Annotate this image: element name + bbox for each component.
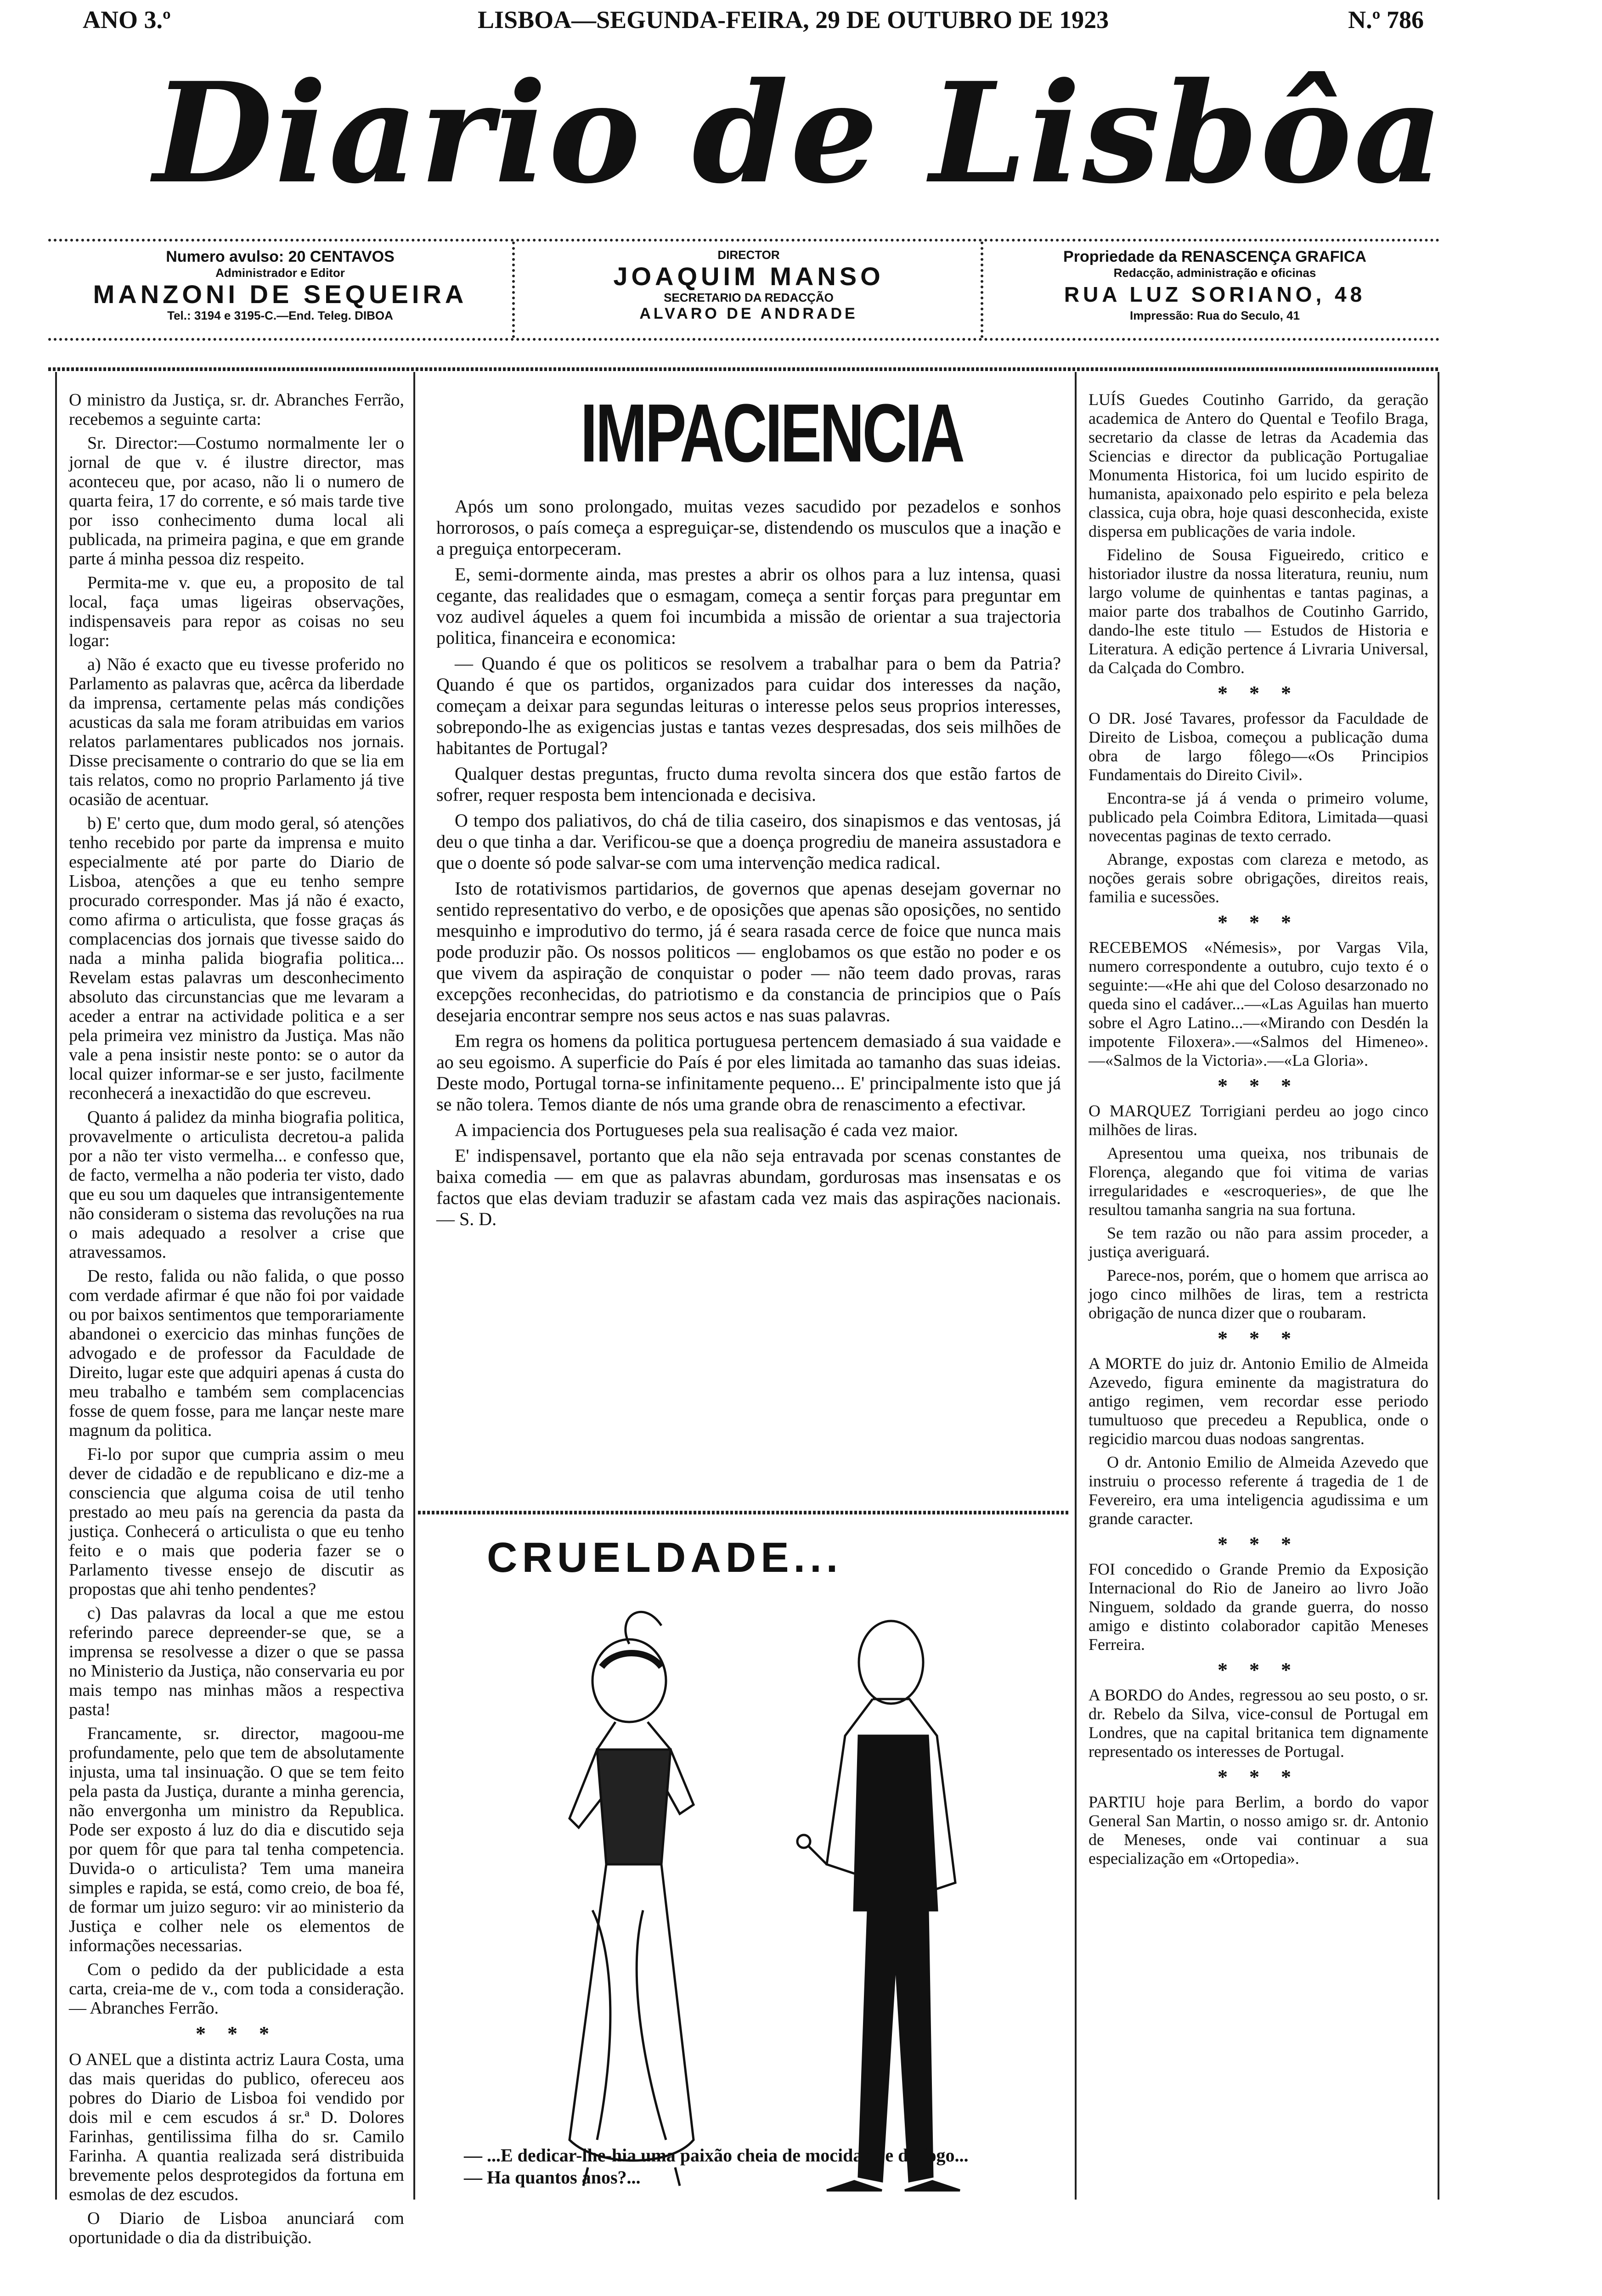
news-item: Encontra-se já á venda o primeiro volume, publicado pela Coimbra Editora, Limitada—quasi novecentas paginas de texto cerrado. xyxy=(1089,789,1428,845)
info-owner xyxy=(994,248,1435,331)
section-separator: * * * xyxy=(1218,911,1299,934)
editorial-paragraph: Qualquer destas preguntas, fructo duma revolta sincera dos que estão fartos de sofrer, requer resposta bem intencionada e decisiva. xyxy=(436,763,1061,805)
letter-paragraph: c) Das palavras da local a que me estou referindo parece depreender-se que, se a imprensa se resolvesse a dizer o que se passa no Ministerio da Justiça, não conservaria eu por mais tempo nas minhas mãos a respectiva pasta! xyxy=(69,1604,404,1719)
director-role: DIRECTOR xyxy=(717,248,780,262)
masthead-title: Diario de Lisbôa xyxy=(153,52,1445,214)
woman-figure xyxy=(570,1612,694,2186)
issue-number: N.º 786 xyxy=(1348,6,1424,34)
price-label: Numero avulso: 20 CENTAVOS xyxy=(166,248,395,265)
section-separator: * * * xyxy=(1218,1659,1299,1681)
right-column xyxy=(1089,390,1428,1873)
news-item: O Diario de Lisboa anunciará com oportunidade o dia da distribuição. xyxy=(69,2209,404,2247)
cartoon-illustration xyxy=(478,1589,1066,2296)
secretary-role: SECRETARIO DA REDACÇÃO xyxy=(664,291,834,304)
letter-signature: Com o pedido da der publicidade a esta carta, creia-me de v., com toda a consideração. — Abranches Ferrão. xyxy=(69,1960,404,2018)
section-separator: * * * xyxy=(196,2022,277,2045)
editorial-paragraph: Isto de rotativismos partidarios, de governos que apenas desejam governar no sentido representativo do verbo, e de oposições que apenas são oposições, no sentido mesquinho e improdutivo do termo, já é seara rasada cerce de foice que nunca mais pode produzir pão. Os nossos politicos — englobamos os que estão no poder e os que vivem da aspiração de conquistar o poder — não teem dado provas, raras excepções reconhecidas, do patriotismo e da constancia de principios que o País desejaria encontrar sempre nos seus actos e nas suas palavras. xyxy=(436,878,1061,1025)
news-item: O ANEL que a distinta actriz Laura Costa, uma das mais queridas do publico, ofereceu aos pobres do Diario de Lisboa foi vendido por dois mil e cem escudos á sr.ª D. Dolores Farinhas, gentilissima filha do sr. Camilo Farinha. A quantia realizada será distribuida brevemente pelos desprotegidos da fortuna em esmolas de dez escudos. xyxy=(69,2050,404,2204)
news-item: RECEBEMOS «Némesis», por Vargas Vila, numero correspondente a outubro, cujo texto é o seguinte:—«He ahi que del Coloso desarzonado no queda sino el cadáver...—«Las Aguilas han muerto sobre el Agro Latino...—«Mirando con Desdén la impotente Filoxera».—«Salmos del Himeneo».—«Salmos de la Victoria».—«La Gloria». xyxy=(1089,938,1428,1069)
dateline: LISBOA—SEGUNDA-FEIRA, 29 DE OUTUBRO DE 1923 xyxy=(478,6,1109,34)
news-item: Abrange, expostas com clareza e metodo, as noções gerais sobre obrigações, direitos reais, familia e sucessões. xyxy=(1089,850,1428,906)
director-name: JOAQUIM MANSO xyxy=(613,262,884,291)
section-separator: * * * xyxy=(1218,1075,1299,1097)
news-item: O DR. José Tavares, professor da Faculdade de Direito de Lisboa, começou a publicação duma obra de largo fôlego—«Os Principios Fundamentais do Direito Civil». xyxy=(1089,709,1428,784)
news-item: FOI concedido o Grande Premio da Exposição Internacional do Rio de Janeiro ao livro João Ninguem, soldado da grande guerra, do nosso amigo e distinto colaborador capitão Meneses Ferreira. xyxy=(1089,1560,1428,1654)
secretary-name: ALVARO DE ANDRADE xyxy=(639,305,858,322)
info-divider xyxy=(512,242,518,338)
section-separator: * * * xyxy=(1218,682,1299,704)
admin-role: Administrador e Editor xyxy=(215,266,345,280)
info-divider xyxy=(981,242,986,338)
editorial-paragraph: — Quando é que os politicos se resolvem a trabalhar para o bem da Patria? Quando é que os partidos, organizados para cuidar dos interesses da nação, começam a deixar para segundas leituras o interesse pelos seus proprios interesses, sobrepondo-lhe as exigencias justas e tantas vezes despresadas, dos seis milhões de habitantes de Portugal? xyxy=(436,653,1061,758)
editorial-paragraph: E, semi-dormente ainda, mas prestes a abrir os olhos para a luz intensa, quasi cegante, das realidades que o esmagam, começa a sentir forças para preguntar em voz audivel áqueles a quem foi incumbida a missão de orientar a sua trajectoria politica, financeira e economica: xyxy=(436,564,1061,648)
news-item: Se tem razão ou não para assim proceder, a justiça averiguará. xyxy=(1089,1224,1428,1261)
info-bar xyxy=(48,239,1440,341)
news-item: LUÍS Guedes Coutinho Garrido, da geração academica de Antero do Quental e Teofilo Braga, secretario da classe de letras da Academia das Sciencias e director da publicação Portugaliae Monumenta Historica, foi um lucido espirito de humanista, apaixonado pelo espirito e pela beleza classica, cuja obra, hoje quasi desconhecida, existe dispersa em publicações de varia indole. xyxy=(1089,390,1428,540)
address-line: RUA LUZ SORIANO, 48 xyxy=(1064,282,1366,306)
column-rule xyxy=(413,372,415,2200)
left-column xyxy=(69,390,404,2252)
cartoon-caption xyxy=(464,2144,1061,2189)
letter-paragraph: Fi-lo por supor que cumpria assim o meu dever de cidadão e de republicano e diz-me a consciencia que alguma coisa de util tenho prestado ao meu país na gerencia da pasta da justiça. Conhecerá o articulista o que eu tenho feito e o mais que poderia fazer se o Parlamento tivesse ensejo de discutir as propostas que ahi tenho pendentes? xyxy=(69,1445,404,1599)
letter-paragraph: Sr. Director:—Costumo normalmente ler o jornal de que v. é ilustre director, mas aconteceu que, por acaso, não li o numero de quarta feira, 17 do corrente, e só mais tarde tive por isso conhecimento duma local ali publicada, na primeira pagina, e que em grande parte á minha pessoa diz respeito. xyxy=(69,433,404,568)
news-item: PARTIU hoje para Berlim, a bordo do vapor General San Martin, o nosso amigo sr. dr. Antonio de Meneses, onde vai continuar a sua especialização em «Ortopedia». xyxy=(1089,1793,1428,1868)
news-item: Parece-nos, porém, que o homem que arrisca ao jogo cinco milhões de liras, tem a restricta obrigação de nunca dizer que o roubaram. xyxy=(1089,1266,1428,1322)
section-separator: * * * xyxy=(1218,1327,1299,1350)
year-label: ANO 3.º xyxy=(83,6,171,34)
info-director xyxy=(526,248,971,331)
column-rule xyxy=(55,372,57,2200)
editorial-paragraph: A impaciencia dos Portugueses pela sua realisação é cada vez maior. xyxy=(455,1120,959,1140)
letter-intro: O ministro da Justiça, sr. dr. Abranches Ferrão, recebemos a seguinte carta: xyxy=(69,390,404,429)
admin-name: MANZONI DE SEQUEIRA xyxy=(93,280,468,309)
editorial-headline: IMPACIENCIA xyxy=(580,387,963,479)
owner-line: Propriedade da RENASCENÇA GRAFICA xyxy=(1063,248,1366,265)
editorial-paragraph: Após um sono prolongado, muitas vezes sacudido por pezadelos e sonhos horrorosos, o país começa a espreguiçar-se, distendendo os musculos que a inação e a preguiça entorpeceram. xyxy=(436,496,1061,559)
cartoon-title: CRUELDADE... xyxy=(487,1534,843,1581)
caption-line: — Ha quantos anos?... xyxy=(464,2167,641,2188)
info-admin xyxy=(57,248,503,331)
printing-line: Impressão: Rua do Seculo, 41 xyxy=(1130,309,1300,322)
section-separator: * * * xyxy=(1218,1533,1299,1555)
letter-paragraph: a) Não é exacto que eu tivesse proferido no Parlamento as palavras que, acêrca da liberdade da imprensa, certamente pelas más condições acusticas da sala me foram atribuidas em varios relatos parlamentares publicados nos jornais. Disse precisamente o contrario do que se lia em tais relatos, como no proprio Parlamento já tive ocasião de acentuar. xyxy=(69,655,404,809)
news-item: O MARQUEZ Torrigiani perdeu ao jogo cinco milhões de liras. xyxy=(1089,1102,1428,1139)
dateline-bar xyxy=(83,6,1424,42)
telephone-line: Tel.: 3194 e 3195-C.—End. Teleg. DIBOA xyxy=(167,309,393,322)
editorial-body xyxy=(436,496,1061,1234)
column-rule xyxy=(1075,372,1077,2200)
header-rule xyxy=(48,367,1440,371)
news-item: A BORDO do Andes, regressou ao seu posto, o sr. dr. Rebelo da Silva, vice-consul de Portugal em Londres, que na capital britanica tem dignamente representado os interesses de Portugal. xyxy=(1089,1686,1428,1761)
editorial-paragraph: E' indispensavel, portanto que ela não seja entravada por scenas constantes de baixa comedia — em que as palavras abundam, gordurosas mas insensatas e os factos que elas deviam traduzir se afastam cada vez mais das aspirações nacionais. — S. D. xyxy=(436,1145,1061,1229)
column-rule xyxy=(1438,372,1439,2200)
letter-paragraph: Quanto á palidez da minha biografia politica, provavelmente o articulista decretou-a palida por a não ter visto vermelha... e confesso que, de facto, vermelha a não poderia ter visto, dado que eu sou um daqueles que intransigentemente não consideram o sistema das revoluções na rua o mais adequado a resolver a crise que atravessamos. xyxy=(69,1108,404,1262)
news-item: Fidelino de Sousa Figueiredo, critico e historiador ilustre da nossa literatura, reuniu, num largo volume de quinhentas e tantas paginas, a maior parte dos trabalhos de Coutinho Garrido, dando-lhe este titulo — Estudos de Historia e Literatura. A edição pertence á Livraria Universal, da Calçada do Combro. xyxy=(1089,546,1428,677)
news-item: O dr. Antonio Emilio de Almeida Azevedo que instruiu o processo referente á tragedia de 1 de Fevereiro, era uma inteligencia agudissima e um grande caracter. xyxy=(1089,1453,1428,1528)
letter-paragraph: Permita-me v. que eu, a proposito de tal local, faça umas ligeiras observações, indispensaveis para repor as coisas no seu logar: xyxy=(69,573,404,650)
offices-line: Redacção, administração e oficinas xyxy=(1113,266,1316,280)
section-separator: * * * xyxy=(1218,1766,1299,1788)
caption-line: — ...E dedicar-lhe-hia uma paixão cheia de mocidade e de fogo... xyxy=(464,2145,969,2166)
news-item: A MORTE do juiz dr. Antonio Emilio de Almeida Azevedo, figura eminente da magistratura do antigo regimen, vem recordar esse periodo tumultuoso que precedeu a Republica, onde o regicidio marcou duas nodoas sangrentas. xyxy=(1089,1354,1428,1448)
man-figure xyxy=(797,1621,960,2190)
news-item: Apresentou uma queixa, nos tribunais de Florença, alegando que foi vitima de varias irregularidades e «escroqueries», de que lhe resultou tamanha sangria na sua fortuna. xyxy=(1089,1144,1428,1219)
letter-paragraph: De resto, falida ou não falida, o que posso com verdade afirmar é que não foi por vaidade ou por baixos sentimentos que temporariamente abandonei o exercicio das minhas funções de advogado e de professor da Faculdade de Direito, lugar este que adquiri apenas á custa do meu trabalho e também sem complacencias fosse de quem fosse, para me lançar neste mare magnum da politica. xyxy=(69,1266,404,1440)
editorial-paragraph: O tempo dos paliativos, do chá de tilia caseiro, dos sinapismos e das ventosas, já deu o que tinha a dar. Verificou-se que a doença progrediu de maneira assustadora e que o doente só pode salvar-se com uma intervenção medica radical. xyxy=(436,810,1061,873)
letter-paragraph: Francamente, sr. director, magoou-me profundamente, pelo que tem de absolutamente injusta, uma tal insinuação. O que se tem feito pela pasta da Justiça, durante a minha gerencia, não envergonha um ministro da Republica. Pode ser exposto á luz do dia e discutido seja por quem fôr que para tal tenha competencia. Duvida-o o articulista? Tem uma maneira simples e rapida, se está, como creio, de boa fé, de formar um juizo seguro: vir ao ministerio da Justiça e colher nele os elementos de informações necessarias. xyxy=(69,1724,404,1955)
editorial-paragraph: Em regra os homens da politica portuguesa pertencem demasiado á sua vaidade e ao seu egoismo. A superficie do País é por eles limitada ao tamanho das suas ideias. Deste modo, Portugal torna-se infinitamente pequeno... E' principalmente isto que já se não tolera. Temos diante de nós uma grande obra de renascimento a efectivar. xyxy=(436,1030,1061,1114)
cartoon-rule xyxy=(418,1511,1070,1514)
letter-paragraph: b) E' certo que, dum modo geral, só atenções tenho recebido por parte da imprensa e muito especialmente até por parte do Diario de Lisboa, atenções a que eu tenho sempre procurado corresponder. Mas já não é exacto, como afirma o articulista, que fosse graças ás complacencias dos jornais que tivesse saido do nada a minha palida biografia politica... Revelam estas palavras um desconhecimento absoluto das circunstancias que me levaram a aceder a entrar na actividade politica e a ser pela primeira vez ministro da Justiça. Mas não vale a pena insistir neste ponto: se o autor da local quizer informar-se e ser justo, facilmente reconhecerá a inexactidão do que escreveu. xyxy=(69,814,404,1103)
